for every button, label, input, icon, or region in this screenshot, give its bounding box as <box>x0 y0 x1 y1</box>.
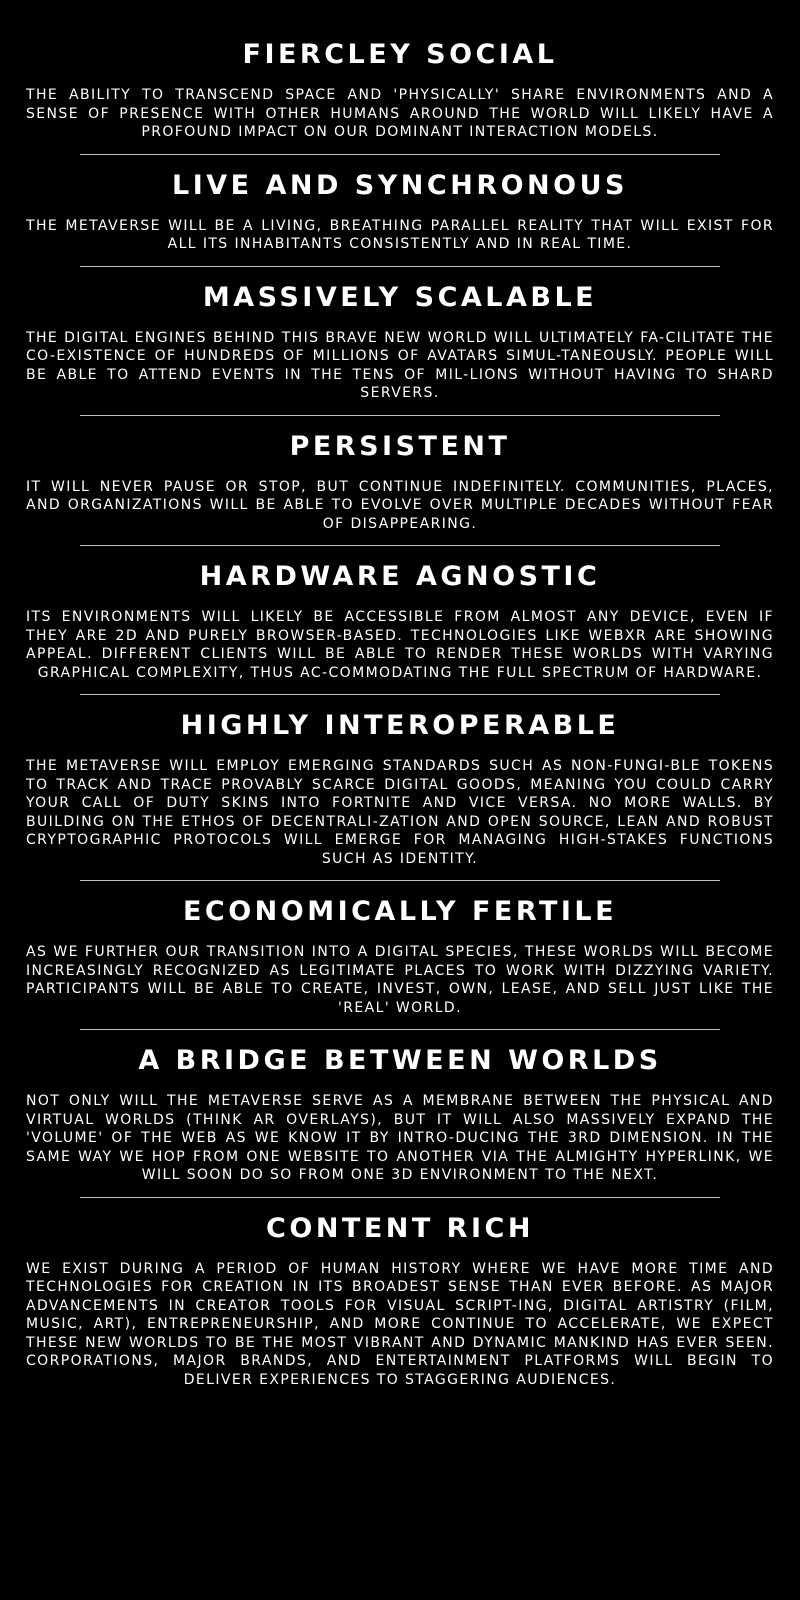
section-divider <box>80 880 720 881</box>
section-body: ITS ENVIRONMENTS WILL LIKELY BE ACCESSIBLE FROM ALMOST ANY DEVICE, EVEN IF THEY ARE 2D AND PURELY BROWSER-BASED. TECHNOLOGIES LIKE WEBXR ARE SHOWING APPEAL. DIFFERENT CLIENTS WILL BE ABLE TO RENDER THESE WORLDS WITH VARYING GRAPHICAL COMPLEXITY, THUS AC-COMMODATING THE FULL SPECTRUM OF HARDWARE. <box>26 609 774 681</box>
section-heading: LIVE AND SYNCHRONOUS <box>172 169 628 201</box>
section-body: THE ABILITY TO TRANSCEND SPACE AND 'PHYSICALLY' SHARE ENVIRONMENTS AND A SENSE OF PRESENCE WITH OTHER HUMANS AROUND THE WORLD WILL LIKELY HAVE A PROFOUND IMPACT ON OUR DOMINANT INTERACTION MODELS. <box>26 87 774 140</box>
section-divider <box>80 266 720 267</box>
section-divider <box>80 694 720 695</box>
section-divider <box>80 415 720 416</box>
section-content-rich <box>26 1214 774 1390</box>
section-heading: MASSIVELY SCALABLE <box>202 281 598 313</box>
section-heading: HIGHLY INTEROPERABLE <box>180 710 620 741</box>
section-heading: HARDWARE AGNOSTIC <box>199 561 601 592</box>
section-heading: FIERCLEY SOCIAL <box>242 39 558 70</box>
section-body: IT WILL NEVER PAUSE OR STOP, BUT CONTINUE INDEFINITELY. COMMUNITIES, PLACES, AND ORGANIZATIONS WILL BE ABLE TO EVOLVE OVER MULTIPLE DECADES WITHOUT FEAR OF DISAPPEARING. <box>26 478 774 532</box>
section-body: AS WE FURTHER OUR TRANSITION INTO A DIGITAL SPECIES, THESE WORLDS WILL BECOME INCREASINGLY RECOGNIZED AS LEGITIMATE PLACES TO WORK WITH DIZZYING VARIETY. PARTICIPANTS WILL BE ABLE TO CREATE, INVEST, OWN, LEASE, AND SELL JUST LIKE THE 'REAL' WORLD. <box>26 944 774 1016</box>
section-economically-fertile <box>26 897 774 1017</box>
section-heading: ECONOMICALLY FERTILE <box>182 896 618 927</box>
section-body: THE METAVERSE WILL EMPLOY EMERGING STANDARDS SUCH AS NON-FUNGI-BLE TOKENS TO TRACK AND TRACE PROVABLY SCARCE DIGITAL GOODS, MEANING YOU COULD CARRY YOUR CALL OF DUTY SKINS INTO FORTNITE AND VICE VERSA. NO MORE WALLS. BY BUILDING ON THE ETHOS OF DECENTRALI-ZATION AND OPEN SOURCE, LEAN AND ROBUST CRYPTOGRAPHIC PROTOCOLS WILL EMERGE FOR MANAGING HIGH-STAKES FUNCTIONS SUCH AS IDENTITY. <box>26 758 774 867</box>
section-heading: PERSISTENT <box>289 430 511 462</box>
section-hardware-agnostic <box>26 562 774 682</box>
section-highly-interoperable <box>26 711 774 868</box>
section-heading: CONTENT RICH <box>266 1212 534 1244</box>
section-heading: A BRIDGE BETWEEN WORLDS <box>138 1045 662 1076</box>
section-fiercley-social <box>26 40 774 142</box>
section-massively-scalable <box>26 283 774 403</box>
section-persistent <box>26 432 774 534</box>
section-divider <box>80 154 720 155</box>
section-body: WE EXIST DURING A PERIOD OF HUMAN HISTORY WHERE WE HAVE MORE TIME AND TECHNOLOGIES FOR CREATION IN ITS BROADEST SENSE THAN EVER BEFORE. AS MAJOR ADVANCEMENTS IN CREATOR TOOLS FOR VISUAL SCRIPT-ING, DIGITAL ARTISTRY (FILM, MUSIC, ART), ENTREPRENEURSHIP, AND MORE CONTINUE TO ACCELERATE, WE EXPECT THESE NEW WORLDS TO BE THE MOST VIBRANT AND DYNAMIC MANKIND HAS EVER SEEN. CORPORATIONS, MAJOR BRANDS, AND ENTERTAINMENT PLATFORMS WILL BEGIN TO DELIVER EXPERIENCES TO STAGGERING AUDIENCES. <box>26 1260 774 1388</box>
section-divider <box>80 545 720 546</box>
section-divider <box>80 1029 720 1030</box>
section-live-and-synchronous <box>26 171 774 254</box>
section-divider <box>80 1197 720 1198</box>
section-body: THE METAVERSE WILL BE A LIVING, BREATHING PARALLEL REALITY THAT WILL EXIST FOR ALL ITS INHABITANTS CONSISTENTLY AND IN REAL TIME. <box>26 217 774 252</box>
section-body: NOT ONLY WILL THE METAVERSE SERVE AS A MEMBRANE BETWEEN THE PHYSICAL AND VIRTUAL WORLDS (THINK AR OVERLAYS), BUT IT WILL ALSO MASSIVELY EXPAND THE 'VOLUME' OF THE WEB AS WE KNOW IT BY INTRO-DUCING THE 3RD DIMENSION. IN THE SAME WAY WE HOP FROM ONE WEBSITE TO ANOTHER VIA THE ALMIGHTY HYPERLINK, WE WILL SOON DO SO FROM ONE 3D ENVIRONMENT TO THE NEXT. <box>26 1093 774 1183</box>
section-a-bridge-between-worlds <box>26 1046 774 1185</box>
section-body: THE DIGITAL ENGINES BEHIND THIS BRAVE NEW WORLD WILL ULTIMATELY FA-CILITATE THE CO-EXISTENCE OF HUNDREDS OF MILLIONS OF AVATARS SIMUL-TANEOUSLY. PEOPLE WILL BE ABLE TO ATTEND EVENTS IN THE TENS OF MIL-LIONS WITHOUT HAVING TO SHARD SERVERS. <box>26 329 774 401</box>
